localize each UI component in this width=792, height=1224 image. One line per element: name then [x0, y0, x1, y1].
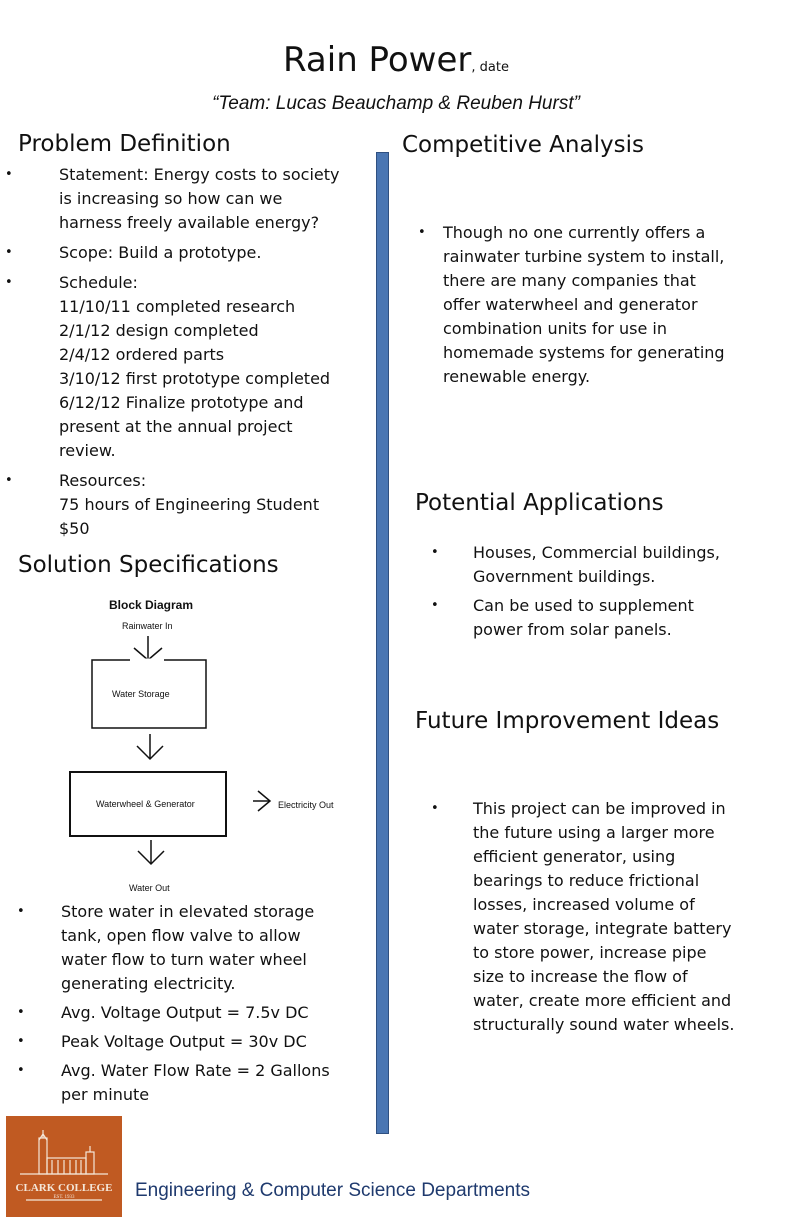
- footer-department: Engineering & Computer Science Departments: [135, 1180, 530, 1201]
- diagram-generator-label: Waterwheel & Generator: [96, 799, 195, 809]
- down-arrow-icon: [138, 840, 164, 864]
- future-bullet: • This project can be improved in the future using a larger more efficient generator, using bearings to reduce frictional losses, increased volume of water storage, integrate battery to store power, increase pipe size to increase the flow of water, create more efficient and structurally sound water wheels.: [431, 799, 735, 1034]
- future-heading: Future Improvement Ideas: [415, 708, 720, 734]
- poster-title: [0, 38, 792, 90]
- clark-college-logo: [6, 1116, 122, 1217]
- competitive-bullet: • Though no one currently offers a rainwater turbine system to install, there are many companies that offer waterwheel and generator combination units for use in homemade systems for generating renewable energy.: [418, 223, 725, 386]
- down-arrow-icon: [137, 734, 163, 759]
- applications-heading: Potential Applications: [415, 490, 664, 516]
- problem-list: [5, 163, 374, 541]
- diagram-title: Block Diagram: [109, 598, 194, 612]
- solution-bullet: • Avg. Voltage Output = 7.5v DC: [17, 1003, 309, 1022]
- logo-est: EST. 1933: [53, 1195, 75, 1200]
- solution-bullet: • Store water in elevated storage tank, open flow valve to allow water flow to turn water wheel generating electricity.: [17, 902, 315, 993]
- problem-bullet: • Resources: 75 hours of Engineering Student $50: [5, 471, 320, 538]
- diagram-input-label: Rainwater In: [122, 621, 173, 631]
- solution-heading: Solution Specifications: [18, 552, 279, 578]
- college-building-icon: [6, 1116, 122, 1217]
- solution-bullet: • Peak Voltage Output = 30v DC: [17, 1032, 307, 1051]
- logo-name: CLARK COLLEGE: [15, 1182, 113, 1194]
- applications-bullet: • Houses, Commercial buildings, Government buildings.: [431, 543, 720, 586]
- diagram-electricity-label: Electricity Out: [278, 800, 334, 810]
- down-arrow-icon: [134, 636, 162, 660]
- problem-bullet: • Statement: Energy costs to society is increasing so how can we harness freely available energy?: [5, 165, 340, 232]
- applications-list: [431, 541, 783, 642]
- competitive-list: [418, 221, 783, 389]
- problem-bullet: • Schedule: 11/10/11 completed research 2/1/12 design completed 2/4/12 ordered parts 3/10/12 first prototype completed 6/12/12 Finalize prototype and present at the annual project review.: [5, 273, 331, 460]
- problem-heading: Problem Definition: [18, 131, 231, 157]
- title-text: Rain Power: [283, 40, 472, 80]
- applications-bullet: • Can be used to supplement power from solar panels.: [431, 596, 694, 639]
- solution-list: [17, 900, 376, 1107]
- solution-bullet: • Avg. Water Flow Rate = 2 Gallons per minute: [17, 1061, 330, 1104]
- diagram-storage-label: Water Storage: [112, 689, 170, 699]
- date-suffix: , date: [471, 60, 509, 75]
- right-arrow-icon: [253, 791, 270, 811]
- future-list: [431, 797, 788, 1037]
- competitive-heading: Competitive Analysis: [402, 132, 644, 158]
- problem-bullet: • Scope: Build a prototype.: [5, 243, 262, 262]
- block-diagram: [60, 594, 360, 894]
- team-line: “Team: Lucas Beauchamp & Reuben Hurst”: [212, 93, 580, 114]
- column-divider: [376, 152, 389, 1134]
- diagram-output-label: Water Out: [129, 883, 170, 893]
